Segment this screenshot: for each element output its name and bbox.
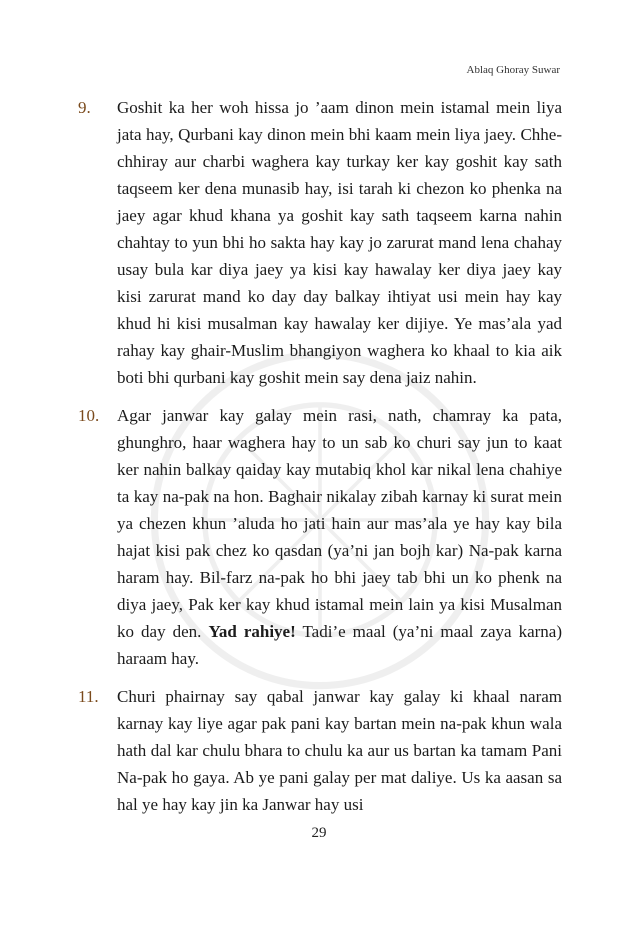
page-number: 29 — [311, 825, 327, 841]
item-number: 10. — [78, 406, 100, 425]
item-number: 11. — [78, 687, 99, 706]
page-body — [78, 94, 562, 829]
item-number: 9. — [78, 98, 91, 117]
item-text: Goshit ka her woh hissa jo ’aam dinon mein istamal mein liya jata hay, Qurbani kay dinon mein bhi kaam mein liya jaey. Chhe-chhiray aur charbi waghera kay turkay ker kay goshit kay sath taqseem ker dena munasib hay, isi tarah ki chezon ko phenka na jaey agar khud khana ya goshit kay sath taqseem karna nahin chahtay to yun bhi ho sakta hay kay jo zarurat mand lena chahay usay bula kar diya jaey ya kisi kay hawalay ker diya jaey kay kisi zarurat mand ko day day balkay ihtiyat usi mein hay kay khud hi kisi musalman kay hawalay ker dijiye. Ye mas’ala yad rahay kay ghair-Muslim bhangiyon waghera ko khaal to kia aik boti bhi qurbani kay goshit mein say dena jaiz nahin. — [117, 98, 562, 387]
item-text — [117, 402, 562, 672]
list-item — [78, 402, 562, 672]
item-text-body: Agar janwar kay galay mein rasi, nath, chamray ka pata, ghunghro, haar waghera hay to un sab ko churi say jun to kaat ker nahin balkay qaiday kay mutabiq khol kar nikal lena chahiye ta kay na-pak na hon. Baghair nikalay zibah karnay ki surat mein ya chezen khun ’aluda ho jati hain aur mas’ala ye hay kay bila hajat kisi pak chez ko qasdan (ya’ni jan bojh kar) Na-pak karna haram hay. Bil-farz na-pak ho bhi jaey tab bhi un ko phenk na diya jaey, Pak ker kay khud istamal mein lain ya kisi Musalman ko day den. — [117, 406, 562, 641]
list-item — [78, 683, 562, 818]
list-item — [78, 94, 562, 391]
item-text-tail: Tadi’e maal (ya’ni maal zaya karna) haraam hay. — [117, 622, 563, 668]
item-text: Churi phairnay say qabal janwar kay galay ki khaal naram karnay kay liye agar pak pani kay bartan mein na-pak khun wala hath dal kar chulu bhara to chulu ka aur us bartan ka tamam Pani Na-pak ho gaya. Ab ye pani galay per mat daliye. Us ka aasan sa hal ye hay kay jin ka Janwar hay usi — [117, 687, 562, 814]
item-emphasis: Yad rahiye! — [208, 622, 296, 641]
running-head: Ablaq Ghoray Suwar — [466, 64, 560, 76]
